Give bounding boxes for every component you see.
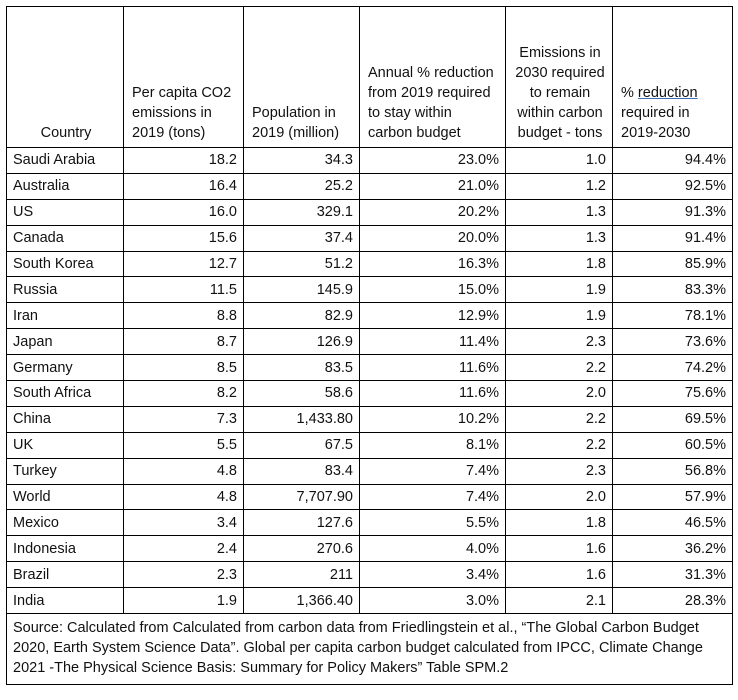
table-body xyxy=(7,148,733,614)
table-row xyxy=(7,432,733,458)
cell-population: 211 xyxy=(244,562,360,588)
cell-annual-reduction: 7.4% xyxy=(360,484,506,510)
cell-country: Turkey xyxy=(7,458,124,484)
table-row xyxy=(7,148,733,174)
cell-per-capita: 18.2 xyxy=(124,148,244,174)
cell-country: Iran xyxy=(7,303,124,329)
cell-annual-reduction: 4.0% xyxy=(360,536,506,562)
cell-annual-reduction: 11.6% xyxy=(360,355,506,381)
table-row xyxy=(7,173,733,199)
cell-population: 126.9 xyxy=(244,329,360,355)
cell-per-capita: 15.6 xyxy=(124,225,244,251)
header-annual-reduction: Annual % reduction from 2019 required to stay within carbon budget xyxy=(360,7,506,148)
cell-emissions-2030: 2.0 xyxy=(506,484,613,510)
cell-emissions-2030: 1.9 xyxy=(506,277,613,303)
cell-per-capita: 16.0 xyxy=(124,199,244,225)
cell-annual-reduction: 7.4% xyxy=(360,458,506,484)
cell-population: 83.5 xyxy=(244,355,360,381)
cell-per-capita: 1.9 xyxy=(124,588,244,614)
cell-annual-reduction: 23.0% xyxy=(360,148,506,174)
cell-annual-reduction: 12.9% xyxy=(360,303,506,329)
cell-per-capita: 8.8 xyxy=(124,303,244,329)
cell-population: 37.4 xyxy=(244,225,360,251)
table-row xyxy=(7,381,733,407)
cell-reduction: 74.2% xyxy=(613,355,733,381)
cell-country: China xyxy=(7,406,124,432)
header-emissions-2030: Emissions in 2030 required to remain within carbon budget - tons xyxy=(506,7,613,148)
table-row xyxy=(7,303,733,329)
cell-population: 127.6 xyxy=(244,510,360,536)
cell-emissions-2030: 2.2 xyxy=(506,406,613,432)
header-reduction-suffix: required in 2019-2030 xyxy=(621,105,691,141)
table-row xyxy=(7,536,733,562)
cell-annual-reduction: 5.5% xyxy=(360,510,506,536)
table-row xyxy=(7,458,733,484)
cell-emissions-2030: 2.2 xyxy=(506,355,613,381)
cell-emissions-2030: 2.2 xyxy=(506,432,613,458)
cell-population: 83.4 xyxy=(244,458,360,484)
cell-annual-reduction: 3.4% xyxy=(360,562,506,588)
cell-reduction: 78.1% xyxy=(613,303,733,329)
cell-reduction: 75.6% xyxy=(613,381,733,407)
cell-population: 1,433.80 xyxy=(244,406,360,432)
cell-country: India xyxy=(7,588,124,614)
cell-reduction: 92.5% xyxy=(613,173,733,199)
cell-reduction: 57.9% xyxy=(613,484,733,510)
cell-per-capita: 7.3 xyxy=(124,406,244,432)
table-row xyxy=(7,588,733,614)
cell-per-capita: 11.5 xyxy=(124,277,244,303)
header-row xyxy=(7,7,733,148)
header-population: Population in 2019 (million) xyxy=(244,7,360,148)
cell-country: Saudi Arabia xyxy=(7,148,124,174)
cell-population: 1,366.40 xyxy=(244,588,360,614)
cell-emissions-2030: 1.8 xyxy=(506,510,613,536)
cell-country: Canada xyxy=(7,225,124,251)
table-row xyxy=(7,277,733,303)
cell-population: 58.6 xyxy=(244,381,360,407)
cell-country: Australia xyxy=(7,173,124,199)
header-reduction xyxy=(613,7,733,148)
table-row xyxy=(7,562,733,588)
cell-population: 25.2 xyxy=(244,173,360,199)
cell-country: World xyxy=(7,484,124,510)
cell-emissions-2030: 2.1 xyxy=(506,588,613,614)
cell-emissions-2030: 1.6 xyxy=(506,562,613,588)
header-country: Country xyxy=(7,7,124,148)
cell-annual-reduction: 10.2% xyxy=(360,406,506,432)
table-row xyxy=(7,225,733,251)
cell-emissions-2030: 1.9 xyxy=(506,303,613,329)
cell-emissions-2030: 1.6 xyxy=(506,536,613,562)
cell-annual-reduction: 3.0% xyxy=(360,588,506,614)
cell-per-capita: 4.8 xyxy=(124,484,244,510)
cell-reduction: 91.3% xyxy=(613,199,733,225)
table-row xyxy=(7,251,733,277)
header-reduction-word: reduction xyxy=(637,85,698,101)
cell-population: 82.9 xyxy=(244,303,360,329)
cell-emissions-2030: 1.2 xyxy=(506,173,613,199)
header-per-capita: Per capita CO2 emissions in 2019 (tons) xyxy=(124,7,244,148)
cell-per-capita: 8.2 xyxy=(124,381,244,407)
table-row xyxy=(7,199,733,225)
cell-population: 34.3 xyxy=(244,148,360,174)
cell-per-capita: 3.4 xyxy=(124,510,244,536)
cell-emissions-2030: 1.3 xyxy=(506,225,613,251)
cell-reduction: 69.5% xyxy=(613,406,733,432)
cell-country: Japan xyxy=(7,329,124,355)
emissions-table-container xyxy=(6,6,732,685)
cell-reduction: 28.3% xyxy=(613,588,733,614)
cell-per-capita: 16.4 xyxy=(124,173,244,199)
cell-country: Indonesia xyxy=(7,536,124,562)
source-row xyxy=(7,614,733,685)
cell-country: Mexico xyxy=(7,510,124,536)
cell-annual-reduction: 20.2% xyxy=(360,199,506,225)
emissions-table xyxy=(6,6,733,685)
table-row xyxy=(7,329,733,355)
cell-per-capita: 8.7 xyxy=(124,329,244,355)
table-row xyxy=(7,484,733,510)
cell-reduction: 83.3% xyxy=(613,277,733,303)
cell-reduction: 85.9% xyxy=(613,251,733,277)
table-row xyxy=(7,355,733,381)
cell-population: 7,707.90 xyxy=(244,484,360,510)
cell-country: UK xyxy=(7,432,124,458)
cell-country: Germany xyxy=(7,355,124,381)
cell-emissions-2030: 2.3 xyxy=(506,458,613,484)
cell-country: South Africa xyxy=(7,381,124,407)
cell-population: 51.2 xyxy=(244,251,360,277)
table-row xyxy=(7,510,733,536)
cell-country: Russia xyxy=(7,277,124,303)
cell-per-capita: 2.4 xyxy=(124,536,244,562)
cell-annual-reduction: 8.1% xyxy=(360,432,506,458)
cell-per-capita: 8.5 xyxy=(124,355,244,381)
cell-reduction: 46.5% xyxy=(613,510,733,536)
cell-reduction: 60.5% xyxy=(613,432,733,458)
cell-population: 270.6 xyxy=(244,536,360,562)
cell-country: South Korea xyxy=(7,251,124,277)
cell-emissions-2030: 1.3 xyxy=(506,199,613,225)
cell-per-capita: 4.8 xyxy=(124,458,244,484)
cell-reduction: 91.4% xyxy=(613,225,733,251)
cell-annual-reduction: 15.0% xyxy=(360,277,506,303)
cell-per-capita: 5.5 xyxy=(124,432,244,458)
cell-per-capita: 12.7 xyxy=(124,251,244,277)
cell-emissions-2030: 2.3 xyxy=(506,329,613,355)
cell-country: US xyxy=(7,199,124,225)
cell-annual-reduction: 16.3% xyxy=(360,251,506,277)
cell-per-capita: 2.3 xyxy=(124,562,244,588)
cell-annual-reduction: 11.4% xyxy=(360,329,506,355)
header-reduction-prefix: % xyxy=(621,85,638,101)
cell-annual-reduction: 11.6% xyxy=(360,381,506,407)
cell-reduction: 36.2% xyxy=(613,536,733,562)
cell-emissions-2030: 2.0 xyxy=(506,381,613,407)
cell-population: 145.9 xyxy=(244,277,360,303)
cell-reduction: 73.6% xyxy=(613,329,733,355)
cell-annual-reduction: 20.0% xyxy=(360,225,506,251)
cell-annual-reduction: 21.0% xyxy=(360,173,506,199)
table-row xyxy=(7,406,733,432)
source-note: Source: Calculated from Calculated from carbon data from Friedlingstein et al., “The Global Carbon Budget 2020, Earth System Science Data”. Global per capita carbon budget calculated from IPCC, Climate Change 2021 -The Physical Science Basis: Summary for Policy Makers” Table SPM.2 xyxy=(7,614,733,685)
cell-emissions-2030: 1.0 xyxy=(506,148,613,174)
cell-reduction: 94.4% xyxy=(613,148,733,174)
cell-reduction: 31.3% xyxy=(613,562,733,588)
cell-emissions-2030: 1.8 xyxy=(506,251,613,277)
cell-population: 329.1 xyxy=(244,199,360,225)
cell-reduction: 56.8% xyxy=(613,458,733,484)
cell-population: 67.5 xyxy=(244,432,360,458)
cell-country: Brazil xyxy=(7,562,124,588)
